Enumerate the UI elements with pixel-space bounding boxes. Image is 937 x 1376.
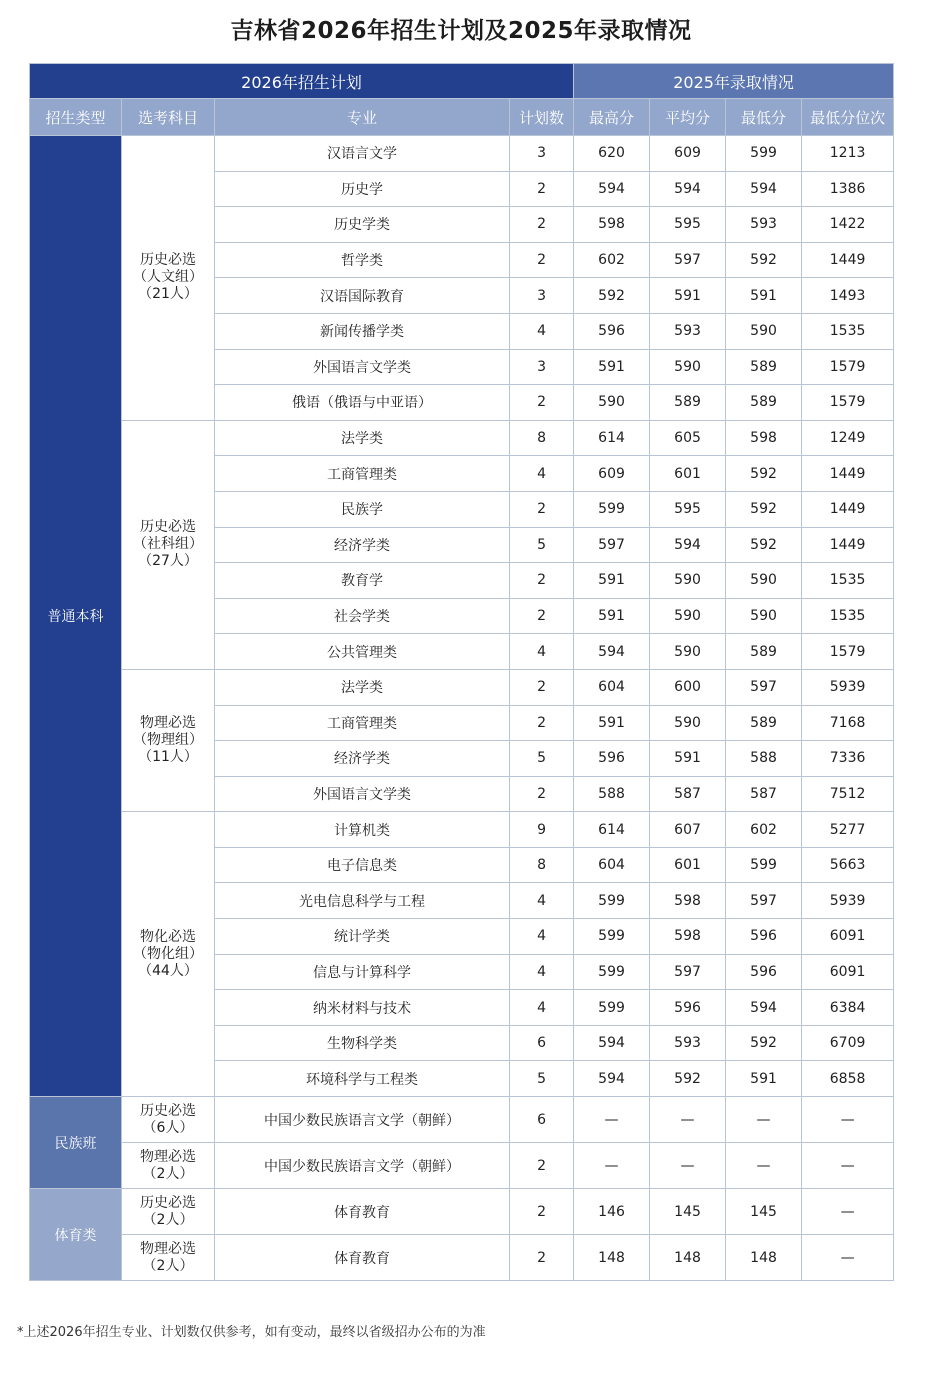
- min-score-cell: 591: [726, 278, 802, 314]
- table-row: [30, 669, 894, 705]
- subject-label-line: （44人）: [138, 962, 198, 979]
- min-rank-cell: 6091: [802, 954, 894, 990]
- avg-score-cell: 594: [650, 171, 726, 207]
- major-cell: 法学类: [215, 669, 510, 705]
- avg-score-cell: 609: [650, 136, 726, 172]
- plan-count-cell: 5: [510, 527, 574, 563]
- avg-score-cell: 587: [650, 776, 726, 812]
- min-rank-cell: 7512: [802, 776, 894, 812]
- table-row: [30, 1097, 894, 1143]
- plan-count-cell: 8: [510, 847, 574, 883]
- subject-label-line: 物理必选: [140, 1148, 196, 1165]
- table-row: [30, 1189, 894, 1235]
- subject-label-line: （11人）: [138, 749, 198, 766]
- min-score-cell: 592: [726, 242, 802, 278]
- min-rank-cell: 6384: [802, 990, 894, 1026]
- avg-score-cell: 595: [650, 491, 726, 527]
- min-score-cell: 592: [726, 527, 802, 563]
- plan-count-cell: 5: [510, 741, 574, 777]
- max-score-cell: 598: [574, 207, 650, 243]
- plan-count-cell: 4: [510, 456, 574, 492]
- min-rank-cell: 5939: [802, 883, 894, 919]
- footnote: *上述2026年招生专业、计划数仅供参考，如有变动，最终以省级招办公布的为准: [17, 1325, 486, 1340]
- max-score-cell: 591: [574, 563, 650, 599]
- major-cell: 环境科学与工程类: [215, 1061, 510, 1097]
- max-score-cell: —: [574, 1143, 650, 1189]
- plan-count-cell: 2: [510, 1189, 574, 1235]
- plan-count-cell: 2: [510, 1235, 574, 1281]
- subject-label-line: （21人）: [138, 286, 198, 303]
- major-cell: 汉语言文学: [215, 136, 510, 172]
- major-cell: 计算机类: [215, 812, 510, 848]
- max-score-cell: 590: [574, 385, 650, 421]
- subject-label-line: （2人）: [142, 1211, 194, 1228]
- plan-count-cell: 2: [510, 171, 574, 207]
- table-row: [30, 812, 894, 848]
- plan-count-cell: 2: [510, 491, 574, 527]
- max-score-cell: 591: [574, 705, 650, 741]
- table-row: [30, 1235, 894, 1281]
- min-rank-cell: 5939: [802, 669, 894, 705]
- subject-label-line: （物化组）: [133, 945, 203, 962]
- plan-count-cell: 2: [510, 242, 574, 278]
- major-cell: 工商管理类: [215, 705, 510, 741]
- subject-requirement-cell: [122, 1189, 215, 1235]
- major-cell: 电子信息类: [215, 847, 510, 883]
- plan-count-cell: 5: [510, 1061, 574, 1097]
- plan-count-cell: 2: [510, 563, 574, 599]
- max-score-cell: 599: [574, 919, 650, 955]
- min-score-cell: 594: [726, 171, 802, 207]
- subject-requirement-cell: [122, 420, 215, 669]
- min-rank-cell: 1579: [802, 634, 894, 670]
- avg-score-cell: 605: [650, 420, 726, 456]
- max-score-cell: 591: [574, 349, 650, 385]
- col-header-plan: 计划数: [510, 99, 574, 136]
- admission-type-cell: 普通本科: [30, 136, 122, 1097]
- min-score-cell: 589: [726, 634, 802, 670]
- avg-score-cell: 590: [650, 598, 726, 634]
- min-rank-cell: 1449: [802, 456, 894, 492]
- max-score-cell: 594: [574, 1061, 650, 1097]
- avg-score-cell: 148: [650, 1235, 726, 1281]
- plan-count-cell: 9: [510, 812, 574, 848]
- table-row: [30, 136, 894, 172]
- plan-count-cell: 3: [510, 136, 574, 172]
- min-rank-cell: 1579: [802, 385, 894, 421]
- avg-score-cell: 598: [650, 919, 726, 955]
- subject-label-line: （27人）: [138, 553, 198, 570]
- plan-count-cell: 2: [510, 385, 574, 421]
- avg-score-cell: 590: [650, 705, 726, 741]
- min-rank-cell: —: [802, 1143, 894, 1189]
- avg-score-cell: 607: [650, 812, 726, 848]
- subject-label-line: 物理必选: [140, 1240, 196, 1257]
- max-score-cell: 591: [574, 598, 650, 634]
- max-score-cell: 594: [574, 1025, 650, 1061]
- plan-count-cell: 2: [510, 669, 574, 705]
- min-score-cell: 590: [726, 598, 802, 634]
- min-rank-cell: 1449: [802, 491, 894, 527]
- plan-count-cell: 2: [510, 598, 574, 634]
- subject-label-line: 物化必选: [140, 928, 196, 945]
- subject-label-line: （人文组）: [133, 269, 203, 286]
- major-cell: 生物科学类: [215, 1025, 510, 1061]
- subject-label-line: 历史必选: [140, 1194, 196, 1211]
- band-2026-plan: 2026年招生计划: [30, 64, 574, 99]
- max-score-cell: 614: [574, 420, 650, 456]
- min-score-cell: 589: [726, 349, 802, 385]
- max-score-cell: —: [574, 1097, 650, 1143]
- max-score-cell: 620: [574, 136, 650, 172]
- min-score-cell: 593: [726, 207, 802, 243]
- min-score-cell: 602: [726, 812, 802, 848]
- avg-score-cell: 598: [650, 883, 726, 919]
- subject-requirement-cell: [122, 136, 215, 421]
- max-score-cell: 594: [574, 634, 650, 670]
- table-body: [30, 136, 894, 1281]
- min-score-cell: 596: [726, 954, 802, 990]
- max-score-cell: 596: [574, 741, 650, 777]
- subject-label-line: 历史必选: [140, 1102, 196, 1119]
- max-score-cell: 599: [574, 990, 650, 1026]
- min-rank-cell: 1449: [802, 527, 894, 563]
- band-2025-admissions: 2025年录取情况: [574, 64, 894, 99]
- min-score-cell: 590: [726, 313, 802, 349]
- admission-type-cell: 体育类: [30, 1189, 122, 1281]
- col-header-type: 招生类型: [30, 99, 122, 136]
- avg-score-cell: 600: [650, 669, 726, 705]
- min-score-cell: 597: [726, 669, 802, 705]
- subject-requirement-cell: [122, 1143, 215, 1189]
- col-header-max: 最高分: [574, 99, 650, 136]
- avg-score-cell: 145: [650, 1189, 726, 1235]
- min-score-cell: —: [726, 1143, 802, 1189]
- plan-count-cell: 6: [510, 1025, 574, 1061]
- admission-type-cell: 民族班: [30, 1097, 122, 1189]
- min-score-cell: 145: [726, 1189, 802, 1235]
- max-score-cell: 599: [574, 954, 650, 990]
- avg-score-cell: 597: [650, 954, 726, 990]
- plan-count-cell: 2: [510, 207, 574, 243]
- avg-score-cell: 590: [650, 634, 726, 670]
- subject-label-line: （社科组）: [133, 536, 203, 553]
- min-rank-cell: 1535: [802, 313, 894, 349]
- col-header-avg: 平均分: [650, 99, 726, 136]
- table-row: [30, 420, 894, 456]
- major-cell: 体育教育: [215, 1235, 510, 1281]
- plan-count-cell: 8: [510, 420, 574, 456]
- max-score-cell: 614: [574, 812, 650, 848]
- major-cell: 外国语言文学类: [215, 776, 510, 812]
- min-rank-cell: 1213: [802, 136, 894, 172]
- subject-label-line: 物理必选: [140, 715, 196, 732]
- min-rank-cell: 1579: [802, 349, 894, 385]
- min-rank-cell: 6091: [802, 919, 894, 955]
- avg-score-cell: 593: [650, 1025, 726, 1061]
- major-cell: 社会学类: [215, 598, 510, 634]
- min-rank-cell: 6709: [802, 1025, 894, 1061]
- major-cell: 新闻传播学类: [215, 313, 510, 349]
- plan-count-cell: 4: [510, 990, 574, 1026]
- avg-score-cell: 591: [650, 278, 726, 314]
- min-rank-cell: 7336: [802, 741, 894, 777]
- min-rank-cell: —: [802, 1235, 894, 1281]
- avg-score-cell: 597: [650, 242, 726, 278]
- min-rank-cell: 1535: [802, 563, 894, 599]
- subject-label-line: 历史必选: [140, 519, 196, 536]
- max-score-cell: 599: [574, 491, 650, 527]
- min-rank-cell: 6858: [802, 1061, 894, 1097]
- major-cell: 中国少数民族语言文学（朝鲜）: [215, 1097, 510, 1143]
- avg-score-cell: 591: [650, 741, 726, 777]
- col-header-subject: 选考科目: [122, 99, 215, 136]
- plan-count-cell: 4: [510, 883, 574, 919]
- major-cell: 中国少数民族语言文学（朝鲜）: [215, 1143, 510, 1189]
- subject-requirement-cell: [122, 669, 215, 811]
- subject-requirement-cell: [122, 1235, 215, 1281]
- max-score-cell: 609: [574, 456, 650, 492]
- max-score-cell: 596: [574, 313, 650, 349]
- avg-score-cell: 601: [650, 847, 726, 883]
- min-rank-cell: 1422: [802, 207, 894, 243]
- major-cell: 工商管理类: [215, 456, 510, 492]
- avg-score-cell: 595: [650, 207, 726, 243]
- major-cell: 汉语国际教育: [215, 278, 510, 314]
- avg-score-cell: 601: [650, 456, 726, 492]
- major-cell: 教育学: [215, 563, 510, 599]
- min-score-cell: —: [726, 1097, 802, 1143]
- min-score-cell: 594: [726, 990, 802, 1026]
- plan-count-cell: 4: [510, 919, 574, 955]
- plan-count-cell: 3: [510, 349, 574, 385]
- avg-score-cell: 594: [650, 527, 726, 563]
- avg-score-cell: 592: [650, 1061, 726, 1097]
- plan-count-cell: 4: [510, 313, 574, 349]
- min-score-cell: 592: [726, 491, 802, 527]
- min-score-cell: 591: [726, 1061, 802, 1097]
- min-score-cell: 592: [726, 1025, 802, 1061]
- subject-label-line: 历史必选: [140, 252, 196, 269]
- min-score-cell: 598: [726, 420, 802, 456]
- admissions-table: [29, 63, 894, 1281]
- avg-score-cell: 589: [650, 385, 726, 421]
- subject-requirement-cell: [122, 812, 215, 1097]
- min-score-cell: 590: [726, 563, 802, 599]
- major-cell: 信息与计算科学: [215, 954, 510, 990]
- major-cell: 外国语言文学类: [215, 349, 510, 385]
- col-header-min: 最低分: [726, 99, 802, 136]
- page-title: 吉林省2026年招生计划及2025年录取情况: [230, 18, 692, 44]
- max-score-cell: 602: [574, 242, 650, 278]
- major-cell: 光电信息科学与工程: [215, 883, 510, 919]
- min-rank-cell: —: [802, 1189, 894, 1235]
- min-rank-cell: 7168: [802, 705, 894, 741]
- major-cell: 民族学: [215, 491, 510, 527]
- min-score-cell: 599: [726, 136, 802, 172]
- subject-label-line: （物理组）: [133, 732, 203, 749]
- max-score-cell: 148: [574, 1235, 650, 1281]
- min-rank-cell: 1386: [802, 171, 894, 207]
- min-score-cell: 597: [726, 883, 802, 919]
- major-cell: 公共管理类: [215, 634, 510, 670]
- max-score-cell: 592: [574, 278, 650, 314]
- max-score-cell: 588: [574, 776, 650, 812]
- min-rank-cell: 1493: [802, 278, 894, 314]
- min-score-cell: 589: [726, 705, 802, 741]
- max-score-cell: 594: [574, 171, 650, 207]
- avg-score-cell: 590: [650, 563, 726, 599]
- min-score-cell: 592: [726, 456, 802, 492]
- table-row: [30, 1143, 894, 1189]
- plan-count-cell: 2: [510, 705, 574, 741]
- max-score-cell: 599: [574, 883, 650, 919]
- min-score-cell: 589: [726, 385, 802, 421]
- avg-score-cell: 596: [650, 990, 726, 1026]
- max-score-cell: 604: [574, 847, 650, 883]
- subject-label-line: （2人）: [142, 1257, 194, 1274]
- max-score-cell: 604: [574, 669, 650, 705]
- plan-count-cell: 2: [510, 776, 574, 812]
- min-score-cell: 596: [726, 919, 802, 955]
- min-rank-cell: 1449: [802, 242, 894, 278]
- avg-score-cell: —: [650, 1143, 726, 1189]
- plan-count-cell: 2: [510, 1143, 574, 1189]
- avg-score-cell: 590: [650, 349, 726, 385]
- col-header-major: 专业: [215, 99, 510, 136]
- min-rank-cell: 5277: [802, 812, 894, 848]
- col-header-min-rank: 最低分位次: [802, 99, 894, 136]
- min-rank-cell: —: [802, 1097, 894, 1143]
- max-score-cell: 597: [574, 527, 650, 563]
- plan-count-cell: 4: [510, 954, 574, 990]
- major-cell: 统计学类: [215, 919, 510, 955]
- min-score-cell: 599: [726, 847, 802, 883]
- major-cell: 经济学类: [215, 527, 510, 563]
- major-cell: 纳米材料与技术: [215, 990, 510, 1026]
- major-cell: 体育教育: [215, 1189, 510, 1235]
- major-cell: 经济学类: [215, 741, 510, 777]
- plan-count-cell: 4: [510, 634, 574, 670]
- subject-label-line: （6人）: [142, 1119, 194, 1136]
- major-cell: 哲学类: [215, 242, 510, 278]
- subject-requirement-cell: [122, 1097, 215, 1143]
- min-rank-cell: 5663: [802, 847, 894, 883]
- major-cell: 俄语（俄语与中亚语）: [215, 385, 510, 421]
- min-rank-cell: 1535: [802, 598, 894, 634]
- min-score-cell: 588: [726, 741, 802, 777]
- major-cell: 历史学: [215, 171, 510, 207]
- avg-score-cell: —: [650, 1097, 726, 1143]
- avg-score-cell: 593: [650, 313, 726, 349]
- plan-count-cell: 6: [510, 1097, 574, 1143]
- major-cell: 法学类: [215, 420, 510, 456]
- subject-label-line: （2人）: [142, 1165, 194, 1182]
- min-score-cell: 587: [726, 776, 802, 812]
- max-score-cell: 146: [574, 1189, 650, 1235]
- major-cell: 历史学类: [215, 207, 510, 243]
- plan-count-cell: 3: [510, 278, 574, 314]
- min-score-cell: 148: [726, 1235, 802, 1281]
- min-rank-cell: 1249: [802, 420, 894, 456]
